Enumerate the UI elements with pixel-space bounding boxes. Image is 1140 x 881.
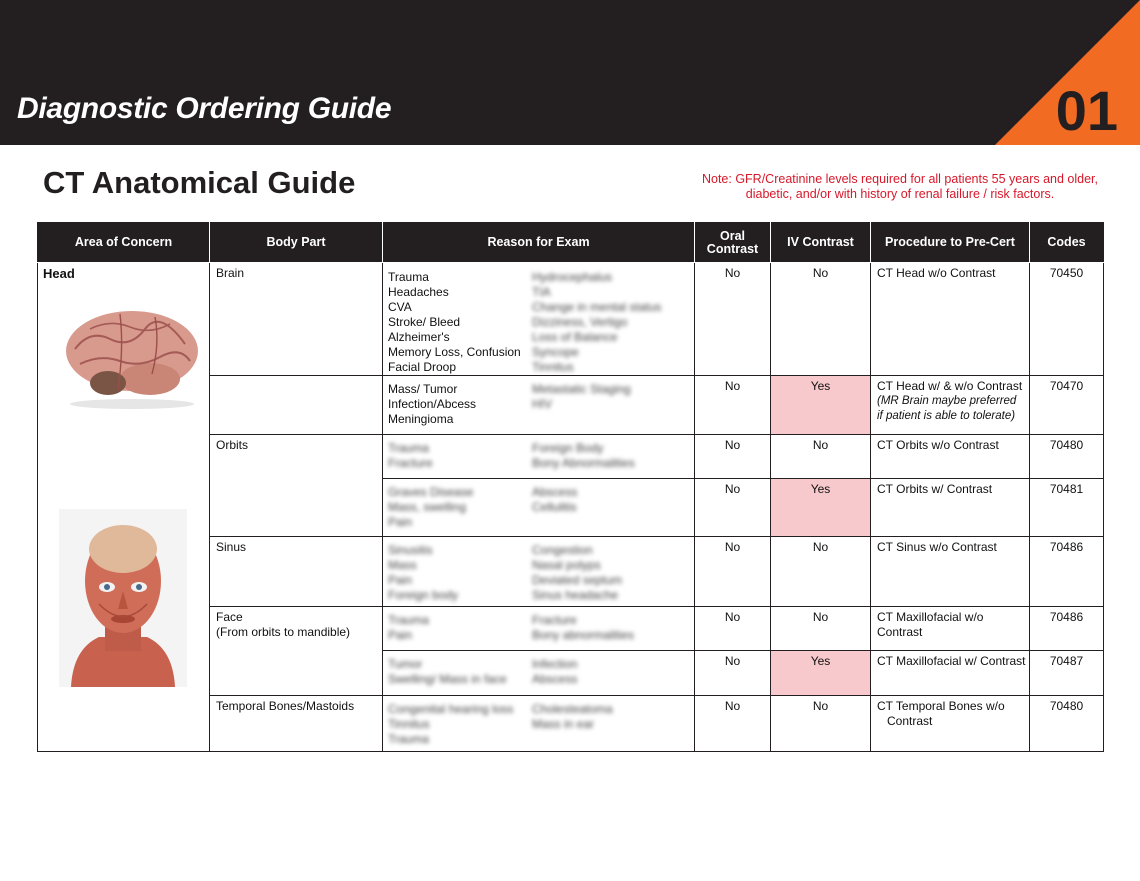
procedure-cell [871,263,1030,376]
reason-item-blurred: Abscess [532,485,578,499]
reason-item-blurred: Syncope [532,345,579,359]
reason-item-blurred: Infection [532,657,578,671]
reason-item-blurred: TIA [532,285,551,299]
reason-item-blurred: Nasal polyps [532,558,601,572]
body-part-cell [210,376,383,435]
page-number: 01 [1055,79,1118,142]
brain-image [60,299,200,411]
col-header-procedure: Procedure to Pre-Cert [871,223,1030,263]
body-part-cell: Temporal Bones/Mastoids [210,696,383,752]
reason-item-blurred: Congestion [532,543,593,557]
reason-item-blurred: Cholesteatoma [532,702,613,716]
reason-item-blurred: HIV [532,397,553,411]
oral-contrast-cell: No [695,537,771,607]
procedure-cell: CT Maxillofacial w/o Contrast [871,607,1030,651]
reason-cell [383,435,695,479]
reason-item-blurred: Pain [388,628,413,642]
code-cell: 70486 [1030,537,1104,607]
reason-item-blurred: Metastatic Staging [532,382,631,396]
body-part-cell: Orbits [210,435,383,479]
reason-item-blurred: Hydrocephalus [532,270,613,284]
reason-item-blurred: Mass [388,558,417,572]
col-header-iv: IV Contrast [771,223,871,263]
reason-item-blurred: Mass in ear [532,717,595,731]
iv-contrast-cell: No [771,537,871,607]
reason-item-blurred: Tumor [388,657,423,671]
iv-contrast-cell: No [771,607,871,651]
procedure-cell: CT Orbits w/ Contrast [871,479,1030,537]
reason-item-blurred: Abscess [532,672,578,686]
reason-item: Infection/Abcess [388,397,477,411]
body-part-cell: Brain [210,263,383,376]
reason-item-blurred: Foreign Body [532,441,604,455]
col-header-reason: Reason for Exam [383,223,695,263]
code-cell: 70487 [1030,651,1104,696]
reason-item-blurred: Trauma [388,732,429,746]
oral-contrast-cell: No [695,263,771,376]
reason-item-blurred: Dizziness, Vertigo [532,315,628,329]
header-banner [0,0,1140,145]
oral-contrast-cell: No [695,376,771,435]
reason-item: Stroke/ Bleed [388,315,461,329]
oral-contrast-cell: No [695,651,771,696]
reason-cell [383,263,695,376]
iv-contrast-cell: No [771,696,871,752]
code-cell: 70480 [1030,696,1104,752]
reason-item: Facial Droop [388,360,457,374]
reason-item-blurred: Congenital hearing loss [388,702,514,716]
reason-item-blurred: Tinnitus [532,360,574,374]
reason-item-blurred: Trauma [388,441,429,455]
reason-item-blurred: Loss of Balance [532,330,618,344]
gfr-note: Note: GFR/Creatinine levels required for all patients 55 years and older, diabetic, and/or with history of renal failure / risk factors. [701,172,1099,201]
procedure-cell: CT Orbits w/o Contrast [871,435,1030,479]
area-label: Head [43,266,75,281]
ct-guide-table [37,222,1104,752]
iv-contrast-cell: No [771,263,871,376]
body-part-cell: Sinus [210,537,383,607]
reason-item-blurred: Mass, swelling [388,500,467,514]
procedure-note: (MR Brain maybe preferred if patient is able to tolerate) [877,395,1017,422]
guide-title: Diagnostic Ordering Guide [17,92,392,125]
page-title: CT Anatomical Guide [43,165,356,200]
reason-cell [383,376,695,435]
code-cell: 70470 [1030,376,1104,435]
code-cell: 70480 [1030,435,1104,479]
procedure-cell [871,376,1030,435]
code-cell: 70481 [1030,479,1104,537]
reason-item-blurred: Tinnitus [388,717,430,731]
code-cell: 70486 [1030,607,1104,651]
reason-item: Mass/ Tumor [388,382,458,396]
reason-cell [383,696,695,752]
procedure-name: CT Head w/o Contrast [877,266,996,280]
col-header-body-part: Body Part [210,223,383,263]
table-row [38,263,1104,376]
reason-item-blurred: Sinus headache [532,588,619,602]
procedure-cell: CT Maxillofacial w/ Contrast [871,651,1030,696]
reason-item-blurred: Graves Disease [388,485,474,499]
reason-item-blurred: Deviated septum [532,573,623,587]
reason-cell [383,607,695,651]
body-part-cell [210,479,383,537]
procedure-name: CT Head w/ & w/o Contrast [877,379,1023,393]
procedure-cell: CT Temporal Bones w/o Contrast [871,696,1030,752]
reason-item-blurred: Fracture [388,456,433,470]
face-muscle-image [59,509,187,687]
col-header-oral: Oral Contrast [695,223,771,263]
reason-cell [383,479,695,537]
reason-item-blurred: Change in mental status [532,300,662,314]
table-header-row [38,223,1104,263]
reason-item: Meningioma [388,412,454,426]
col-header-area: Area of Concern [38,223,210,263]
reason-item-blurred: Sinusitis [388,543,433,557]
body-part-cell [210,651,383,696]
reason-item-blurred: Cellulitis [532,500,577,514]
col-header-codes: Codes [1030,223,1104,263]
oral-contrast-cell: No [695,607,771,651]
oral-contrast-cell: No [695,435,771,479]
iv-contrast-cell: No [771,435,871,479]
reason-cell [383,537,695,607]
reason-item-blurred: Swelling/ Mass in face [388,672,507,686]
reason-item: Alzheimer's [388,330,450,344]
reason-item-blurred: Bony Abnormalities [532,456,635,470]
body-part-cell: Face (From orbits to mandible) [210,607,383,651]
reason-item: Memory Loss, Confusion [388,345,521,359]
oral-contrast-cell: No [695,479,771,537]
reason-item-blurred: Foreign body [388,588,459,602]
iv-contrast-cell: Yes [771,651,871,696]
reason-item: CVA [388,300,412,314]
code-cell: 70450 [1030,263,1104,376]
procedure-cell: CT Sinus w/o Contrast [871,537,1030,607]
reason-item: Trauma [388,270,429,284]
reason-item-blurred: Pain [388,515,413,529]
oral-contrast-cell: No [695,696,771,752]
reason-cell [383,651,695,696]
reason-item-blurred: Bony abnormalities [532,628,635,642]
reason-item-blurred: Trauma [388,613,429,627]
reason-item-blurred: Fracture [532,613,577,627]
area-cell [38,263,210,752]
iv-contrast-cell: Yes [771,479,871,537]
reason-item: Headaches [388,285,449,299]
reason-item-blurred: Pain [388,573,413,587]
iv-contrast-cell: Yes [771,376,871,435]
